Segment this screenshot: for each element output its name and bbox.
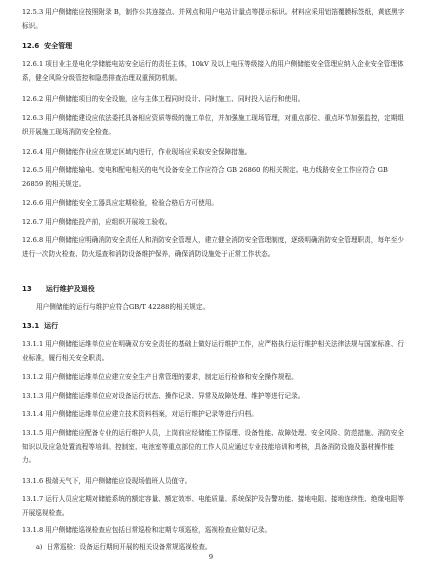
paragraph-12-6-8: 12.6.8 用户侧储能应明确消防安全责任人和消防安全管理人，建立健全消防安全管理制度，逐级明确消防安全管理职责，每年至少进行一次防火检查、防火巡查和消防设备维护保养，确保消防设施处于正常工作状态。 (22, 236, 405, 258)
list-item-a: a) 日常巡检：设备运行期间开展的相关设备常规巡视检查。 (36, 543, 212, 551)
paragraph-12-6-4: 12.6.4 用户侧储能作业应在规定区域内进行，作业现场应采取安全保障措施。 (22, 148, 252, 156)
paragraph-13-1-1: 13.1.1 用户侧储能运维单位应在明确双方安全责任的基础上做好运行维护工作，应严格执行运行维护相关法律法规与国家标准、行业标准，履行相关安全职责。 (22, 340, 405, 362)
paragraph-12-6-6: 12.6.6 用户侧储能安全工器具应定期检验，检验合格后方可使用。 (22, 199, 219, 207)
page-number: 9 (208, 553, 214, 561)
paragraph-13-1-2: 13.1.2 用户侧储能运维单位应建立安全生产日常管理的要求，制定运行检修和安全操作规程。 (22, 373, 298, 381)
paragraph-12-5-3: 12.5.3 用户侧储能应按照附录 B，制作公共连接点、并网点和用户电站计量点等提示标识。材料应采用铝箔覆膜标签纸，黄底黑字标识。 (22, 8, 405, 30)
paragraph-13-1-6: 13.1.6 极端天气下，用户侧储能应设现场值班人员值守。 (22, 477, 192, 485)
section-heading-13-1: 13.1 运行 (22, 322, 59, 330)
paragraph-12-6-1: 12.6.1 项目业主是电化学储能电站安全运行的责任主体，10kV 及以上电压等级接入的用户侧储能安全管理应纳入企业安全管理体系，健全风险分级管控和隐患排查治理双重预防机制。 (22, 60, 404, 82)
paragraph-12-6-3: 12.6.3 用户侧储能建设应依法委托具备相应资质等级的施工单位，并加强施工现场管理，对重点部位、重点环节加强监控，定期组织开展施工现场消防安全检查。 (22, 114, 405, 136)
paragraph-13-1-8: 13.1.8 用户侧储能巡视检查应包括日常巡检和定期专项巡检，巡视检查应做好记录。 (22, 526, 272, 534)
chapter-13-intro: 用户侧储能的运行与维护应符合GB/T 42288的相关规定。 (36, 303, 210, 311)
paragraph-13-1-5: 13.1.5 用户侧储能应配备专业的运行维护人员，上岗前应经储能工作原理、设备性能、故障处理、安全风险、防范措施、消防安全知识以及应急处置流程等培训。控制室、电池室等重点部位的工作人员应通过专业技能培训和考核，具备消防设施及器材操作能力。 (22, 429, 405, 464)
paragraph-12-6-5: 12.6.5 用户侧储能输电、变电和配电相关的电气设备安全工作应符合 GB 26860 的相关规定。电力线路安全工作应符合 GB 26859 的相关规定。 (22, 166, 388, 188)
paragraph-13-1-7: 13.1.7 运行人员应定期对储能系统的额定容量、额定效率、电能质量、系统保护及告警功能、接地电阻、接地连续性、绝缘电阻等开展巡视检查。 (22, 495, 405, 517)
paragraph-13-1-4: 13.1.4 用户侧储能运维单位应建立技术资料档案，对运行维护记录等进行归档。 (22, 410, 258, 418)
paragraph-13-1-3: 13.1.3 用户侧储能运维单位应对设备运行状态、操作记录、异常及故障处理、维护等进行记录。 (22, 392, 305, 400)
section-heading-12-6: 12.6 安全管理 (22, 42, 73, 50)
paragraph-12-6-2: 12.6.2 用户侧储能项目的安全设施，应与主体工程同时设计、同时施工、同时投入运行和使用。 (22, 95, 305, 103)
chapter-heading-13: 13 运行维护及退役 (22, 285, 95, 293)
paragraph-12-6-7: 12.6.7 用户侧储能投产前，应组织开展竣工验收。 (22, 218, 172, 226)
